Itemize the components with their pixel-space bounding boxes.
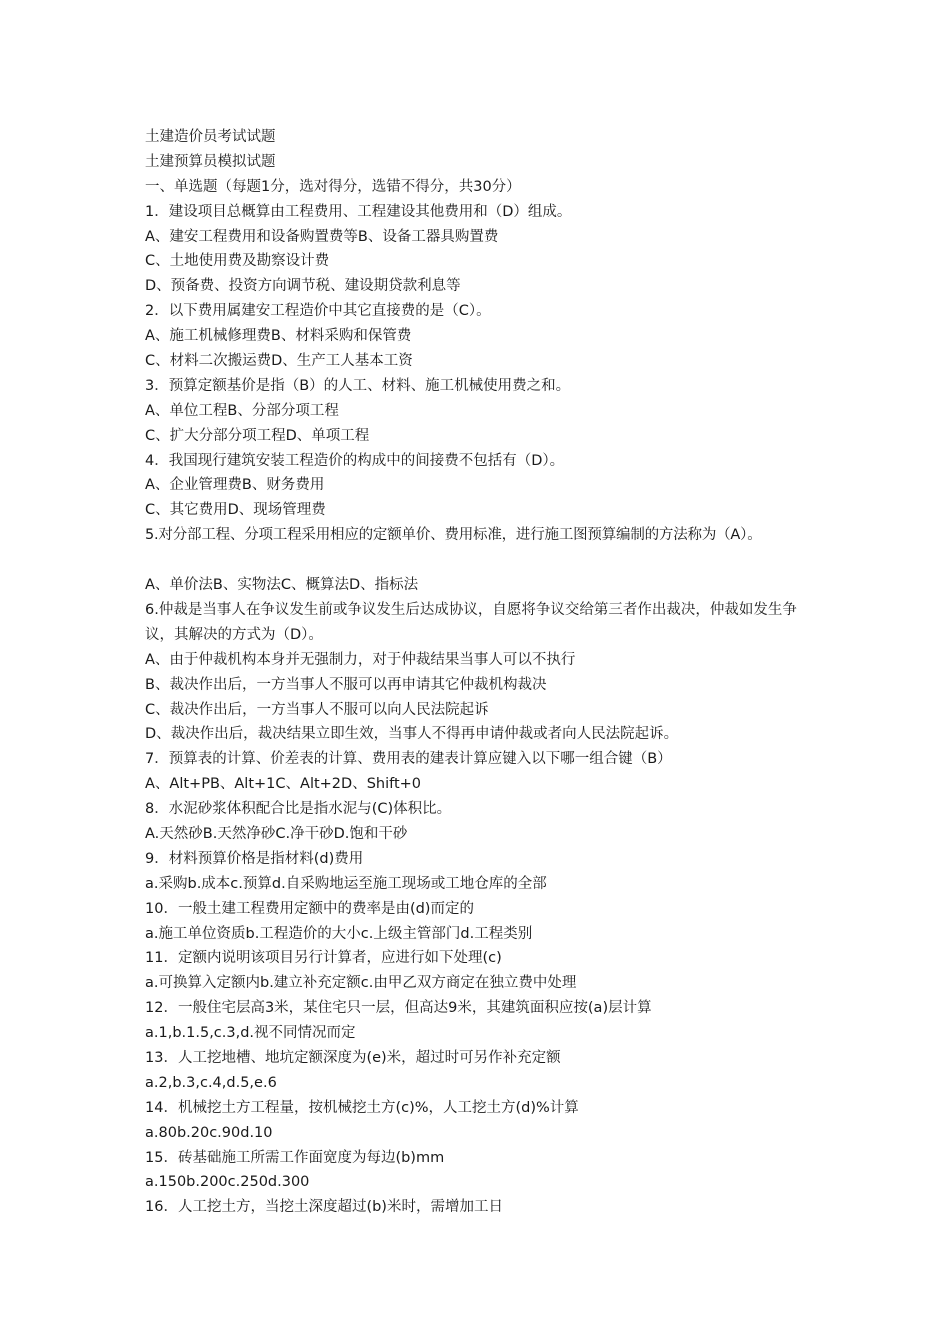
question-line: 8．水泥砂浆体积配合比是指水泥与(C)体积比。 [145,801,452,818]
option-line: D、裁决作出后，裁决结果立即生效，当事人不得再申请仲裁或者向人民法院起诉。 [145,726,679,743]
option-line: a.2,b.3,c.4,d.5,e.6 [145,1074,277,1091]
document-subtitle: 土建预算员模拟试题 [145,153,276,170]
option-line: a.可换算入定额内b.建立补充定额c.由甲乙双方商定在独立费中处理 [145,975,577,992]
document-title: 土建造价员考试试题 [145,129,276,145]
section-heading: 一、单选题（每题1分，选对得分，选错不得分，共30分） [145,178,521,195]
option-line: D、预备费、投资方向调节税、建设期贷款利息等 [145,278,461,295]
question-line: 6.仲裁是当事人在争议发生前或争议发生后达成协议，自愿将争议交给第三者作出裁决，仲裁如发生争议，其解决的方式为（D）。 [145,601,797,643]
option-line: A、由于仲裁机构本身并无强制力，对于仲裁结果当事人可以不执行 [145,651,576,668]
question-line: 7．预算表的计算、价差表的计算、费用表的建表计算应键入以下哪一组合键（B） [145,751,672,768]
question-line: 4．我国现行建筑安装工程造价的构成中的间接费不包括有（D）。 [145,452,565,469]
option-line: a.1,b.1.5,c.3,d.视不同情况而定 [145,1025,356,1042]
option-line: C、扩大分部分项工程D、单项工程 [145,427,370,444]
option-line: a.150b.200c.250d.300 [145,1174,310,1191]
question-line: 14．机械挖土方工程量，按机械挖土方(c)%，人工挖土方(d)%计算 [145,1099,579,1116]
blank-line [145,548,825,573]
option-line: C、材料二次搬运费D、生产工人基本工资 [145,353,413,370]
option-line: C、土地使用费及勘察设计费 [145,253,330,270]
question-line: 3．预算定额基价是指（B）的人工、材料、施工机械使用费之和。 [145,377,571,394]
question-line: 15．砖基础施工所需工作面宽度为每边(b)mm [145,1149,445,1166]
option-line: C、裁决作出后，一方当事人不服可以向人民法院起诉 [145,701,489,718]
option-line: a.施工单位资质b.工程造价的大小c.上级主管部门d.工程类别 [145,925,533,942]
option-line: A、单位工程B、分部分项工程 [145,402,339,419]
option-line: B、裁决作出后，一方当事人不服可以再申请其它仲裁机构裁决 [145,676,547,693]
option-line: A、建安工程费用和设备购置费等B、设备工器具购置费 [145,228,499,245]
question-line: 10．一般土建工程费用定额中的费率是由(d)而定的 [145,900,474,917]
option-line: a.采购b.成本c.预算d.自采购地运至施工现场或工地仓库的全部 [145,875,547,892]
option-line: A.天然砂B.天然净砂C.净干砂D.饱和干砂 [145,825,408,842]
option-line: A、单价法B、实物法C、概算法D、指标法 [145,577,419,594]
option-line: C、其它费用D、现场管理费 [145,502,326,519]
question-line: 9．材料预算价格是指材料(d)费用 [145,850,364,867]
option-line: A、Alt+PB、Alt+1C、Alt+2D、Shift+0 [145,776,422,793]
document-body [145,125,825,1220]
question-line: 2．以下费用属建安工程造价中其它直接费的是（C）。 [145,303,491,320]
option-line: A、企业管理费B、财务费用 [145,477,325,494]
option-line: A、施工机械修理费B、材料采购和保管费 [145,328,412,345]
question-line: 5.对分部工程、分项工程采用相应的定额单价、费用标准，进行施工图预算编制的方法称为（A）。 [145,527,762,544]
option-line: a.80b.20c.90d.10 [145,1124,273,1141]
question-line: 13．人工挖地槽、地坑定额深度为(e)米，超过时可另作补充定额 [145,1050,561,1066]
question-line: 16．人工挖土方，当挖土深度超过(b)米时，需增加工日 [145,1199,503,1216]
question-line: 1．建设项目总概算由工程费用、工程建设其他费用和（D）组成。 [145,203,572,220]
question-line: 12．一般住宅层高3米，某住宅只一层，但高达9米，其建筑面积应按(a)层计算 [145,1000,652,1017]
question-line: 11．定额内说明该项目另行计算者，应进行如下处理(c) [145,950,502,967]
